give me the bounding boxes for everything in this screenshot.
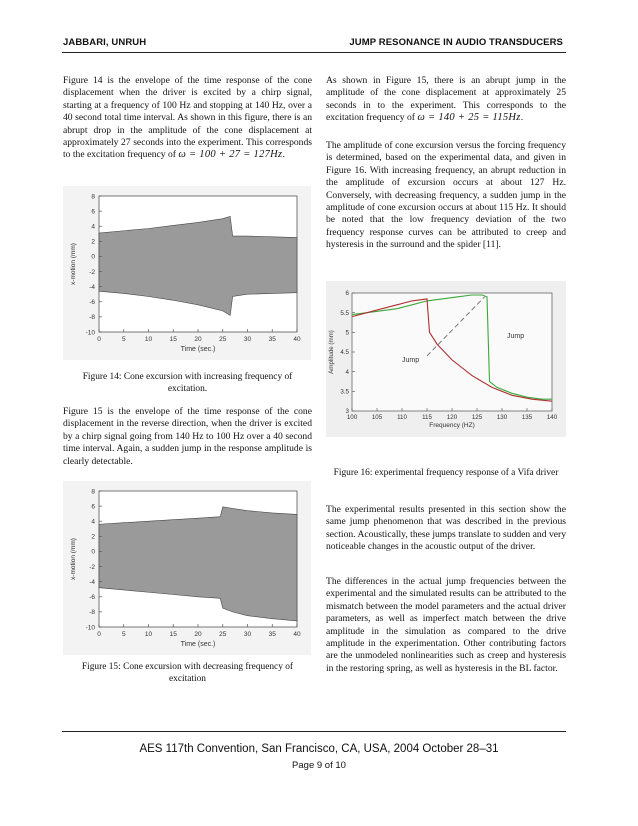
fig15-x-tick-label: 30	[243, 631, 252, 638]
fig15-y-tick-label: 4	[91, 518, 95, 526]
figure-16	[326, 281, 566, 437]
fig15-y-tick-label: 6	[91, 503, 95, 511]
fig16-y-tick-label: 3	[345, 408, 349, 416]
fig15-x-tick-label: 35	[268, 631, 276, 638]
fig16-x-tick-label: 100	[346, 414, 358, 421]
fig14-y-axis-label: x-motion (mm)	[70, 243, 77, 285]
figure-15-plot	[63, 481, 311, 655]
fig14-x-tick-label: 15	[169, 336, 177, 343]
fig15-y-tick-label: -10	[85, 624, 95, 632]
fig15-x-tick-label: 40	[293, 631, 301, 638]
fig14-x-axis-label: Time (sec.)	[180, 346, 216, 353]
fig14-x-tick-label: 35	[268, 336, 276, 343]
fig15-y-tick-label: -8	[89, 609, 95, 617]
figure-14-caption: Figure 14: Cone excursion with increasing frequency of excitation.	[82, 372, 293, 395]
fig14-x-tick-label: 5	[121, 336, 126, 343]
fig16-y-tick-label: 5.5	[340, 309, 349, 317]
right-para-2: The amplitude of cone excursion versus the forcing frequency is determined, based on the experimental data, and given in Figure 16. With increasing frequency, an abrupt reduction in the amplitude of excursion occurs at about 127 Hz. Conversely, with decreasing frequency, a sudden jump in the amplitude of cone excursion occurs at about 115 Hz. It should be noted that the low frequency deviation of the two frequency response curves can be attributed to creep and hysteresis in the surround and the spider [11].	[326, 140, 566, 251]
footer-page-number: Page 9 of 10	[292, 760, 346, 771]
fig14-x-tick-label: 25	[219, 336, 227, 343]
fig15-y-tick-label: -4	[89, 578, 95, 586]
running-header-authors: JABBARI, UNRUH	[63, 37, 147, 48]
left-para-1-equation: ω = 100 + 27 = 127Hz	[178, 149, 283, 161]
figure-15-caption: Figure 15: Cone excursion with decreasing frequency of excitation	[81, 662, 294, 685]
fig15-x-tick-label: 15	[169, 631, 177, 638]
fig14-x-tick-label: 40	[293, 336, 301, 343]
fig16-annotation-jump-right: Jump	[507, 333, 525, 341]
fig15-y-tick-label: 2	[91, 533, 95, 541]
figure-16-caption: Figure 16: experimental frequency response of a Vifa driver	[333, 468, 559, 478]
fig16-x-axis-label: Frequency (HZ)	[429, 422, 475, 429]
left-para-2: Figure 15 is the envelope of the time response of the cone displacement in the reverse direction, when the driver is excited by a chirp signal going from 140 Hz to 100 Hz over a 40 second time interval. Again, a sudden jump in the response amplitude is clearly detectable.	[63, 406, 312, 467]
running-header-title: JUMP RESONANCE IN AUDIO TRANSDUCERS	[349, 37, 563, 48]
fig14-y-tick-label: 8	[91, 193, 95, 201]
fig15-x-tick-label: 0	[97, 631, 101, 638]
fig14-x-tick-label: 20	[194, 336, 202, 343]
fig16-x-tick-label: 110	[397, 414, 407, 421]
fig15-x-axis-label: Time (sec.)	[180, 641, 216, 648]
fig16-x-tick-label: 130	[496, 414, 508, 421]
fig16-x-tick-label: 120	[446, 414, 458, 421]
fig14-y-tick-label: -10	[85, 329, 95, 337]
fig14-x-tick-label: 30	[243, 336, 252, 343]
fig16-y-tick-label: 3.5	[340, 388, 349, 396]
footer-conference: AES 117th Convention, San Francisco, CA, USA, 2004 October 28–31	[139, 743, 499, 755]
fig15-x-tick-label: 5	[121, 631, 126, 638]
fig16-x-tick-label: 105	[371, 414, 383, 421]
fig16-x-tick-label: 140	[546, 414, 558, 421]
fig16-x-tick-label: 125	[471, 414, 483, 421]
fig16-x-tick-label: 115	[422, 414, 432, 421]
fig14-y-tick-label: 2	[91, 238, 95, 246]
left-para-1-text: Figure 14 is the envelope of the time response of the cone displacement when the driver is excited by a chirp signal, starting at a frequency of 100 Hz and stopping at 140 Hz, over a 40 second total time interval. As shown in this figure, there is an abrupt drop in the amplitude of the cone displacement at approximately 27 seconds into the experiment. This corresponds to the excitation frequency of	[63, 75, 312, 161]
figure-14	[63, 186, 311, 360]
fig14-y-tick-label: -2	[89, 268, 95, 276]
header-rule	[62, 52, 566, 53]
figure-14-plot	[63, 186, 311, 360]
fig16-y-tick-label: 6	[345, 290, 349, 298]
fig16-annotation-jump-left: Jump	[402, 356, 420, 364]
fig14-y-tick-label: -8	[89, 314, 95, 322]
fig14-x-tick-label: 0	[97, 336, 101, 343]
fig14-y-tick-label: 4	[91, 223, 95, 231]
right-para-1	[326, 75, 566, 125]
fig15-y-tick-label: -6	[89, 594, 95, 602]
figure-15	[63, 481, 311, 655]
fig15-x-tick-label: 20	[194, 631, 202, 638]
left-para-1	[63, 75, 312, 162]
fig16-y-tick-label: 4	[345, 368, 349, 376]
fig15-x-tick-label: 10	[144, 631, 153, 638]
right-para-1-equation: ω = 140 + 25 = 115Hz	[417, 112, 521, 124]
fig16-y-tick-label: 4.5	[340, 349, 349, 357]
right-para-1-end: .	[520, 112, 524, 124]
fig15-y-tick-label: 0	[91, 548, 95, 556]
fig16-y-axis-label: Amplitude (mm)	[328, 330, 335, 374]
fig14-y-tick-label: -4	[89, 283, 95, 291]
fig16-x-tick-label: 135	[521, 414, 533, 421]
figure-16-plot	[326, 281, 566, 437]
left-para-1-end: .	[282, 149, 285, 161]
right-para-1-text: As shown in Figure 15, there is an abrupt jump in the amplitude of the cone displacement at approximately 25 seconds in to the experiment. This corresponds to the excitation frequency of	[326, 75, 566, 124]
fig16-y-tick-label: 5	[345, 329, 349, 337]
fig14-x-tick-label: 10	[144, 336, 153, 343]
fig14-y-tick-label: -6	[89, 299, 95, 307]
fig15-y-tick-label: -2	[89, 563, 95, 571]
fig15-y-axis-label: x-motion (mm)	[70, 538, 77, 580]
fig15-x-tick-label: 25	[219, 631, 227, 638]
fig14-y-tick-label: 0	[91, 253, 95, 261]
footer-rule	[62, 731, 566, 732]
fig14-y-tick-label: 6	[91, 208, 95, 216]
right-para-4: The differences in the actual jump frequencies between the experimental and the simulated results can be attributed to the mismatch between the model parameters and the actual driver parameters, as well as imperfect match between the drive amplitude in the simulation as compared to the drive amplitude in the experimentation. Other contributing factors are the unmodeled nonlinearities such as creep and hysteresis in the restoring spring, as well as hysteresis in the BL factor.	[326, 576, 566, 674]
right-para-3: The experimental results presented in this section show the same jump phenomenon that was described in the previous section. Acoustically, these jumps translate to sudden and very noticeable changes in the acoustic output of the driver.	[326, 504, 566, 553]
fig15-y-tick-label: 8	[91, 488, 95, 496]
